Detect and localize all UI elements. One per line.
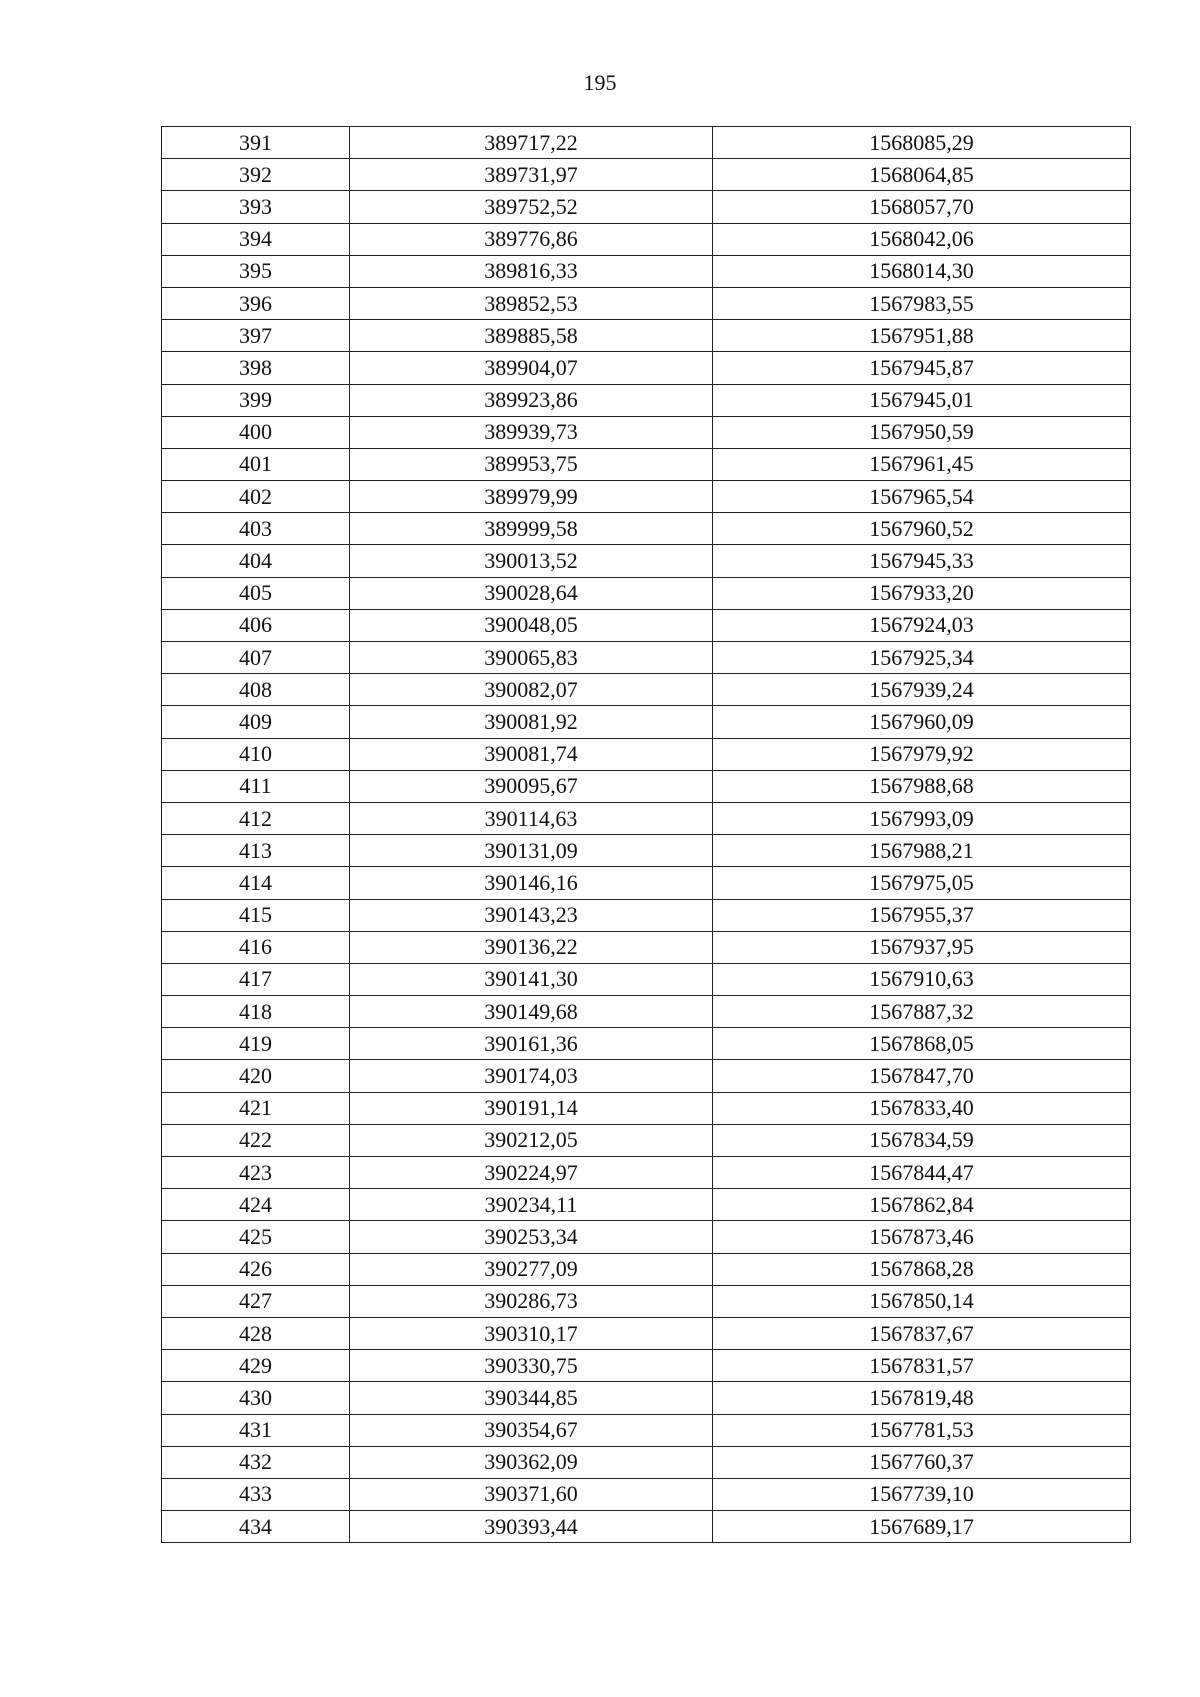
x-coordinate-cell: 389852,53 [350,287,713,319]
x-coordinate-cell: 390344,85 [350,1382,713,1414]
y-coordinate-cell: 1567955,37 [713,899,1131,931]
point-number-cell: 412 [162,802,350,834]
table-row [162,1157,1131,1189]
point-number-cell: 423 [162,1157,350,1189]
y-coordinate-cell: 1567781,53 [713,1414,1131,1446]
point-number-cell: 428 [162,1317,350,1349]
x-coordinate-cell: 390253,34 [350,1221,713,1253]
table-row [162,127,1131,159]
table-row [162,1446,1131,1478]
x-coordinate-cell: 390131,09 [350,835,713,867]
table-row [162,159,1131,191]
table-row [162,1285,1131,1317]
point-number-cell: 399 [162,384,350,416]
x-coordinate-cell: 390174,03 [350,1060,713,1092]
table-row [162,513,1131,545]
x-coordinate-cell: 390081,74 [350,738,713,770]
y-coordinate-cell: 1567819,48 [713,1382,1131,1414]
point-number-cell: 425 [162,1221,350,1253]
x-coordinate-cell: 389939,73 [350,416,713,448]
point-number-cell: 394 [162,223,350,255]
point-number-cell: 411 [162,770,350,802]
point-number-cell: 421 [162,1092,350,1124]
x-coordinate-cell: 390013,52 [350,545,713,577]
y-coordinate-cell: 1567910,63 [713,963,1131,995]
point-number-cell: 418 [162,996,350,1028]
x-coordinate-cell: 389776,86 [350,223,713,255]
coordinates-table [161,126,1131,1543]
point-number-cell: 398 [162,352,350,384]
x-coordinate-cell: 389979,99 [350,481,713,513]
y-coordinate-cell: 1567937,95 [713,931,1131,963]
y-coordinate-cell: 1567868,28 [713,1253,1131,1285]
point-number-cell: 407 [162,642,350,674]
x-coordinate-cell: 389731,97 [350,159,713,191]
x-coordinate-cell: 390141,30 [350,963,713,995]
y-coordinate-cell: 1568057,70 [713,191,1131,223]
x-coordinate-cell: 390081,92 [350,706,713,738]
x-coordinate-cell: 389717,22 [350,127,713,159]
x-coordinate-cell: 390065,83 [350,642,713,674]
x-coordinate-cell: 390095,67 [350,770,713,802]
y-coordinate-cell: 1567834,59 [713,1124,1131,1156]
table-row [162,1350,1131,1382]
point-number-cell: 426 [162,1253,350,1285]
x-coordinate-cell: 390393,44 [350,1511,713,1543]
table-row [162,1060,1131,1092]
y-coordinate-cell: 1567925,34 [713,642,1131,674]
x-coordinate-cell: 389816,33 [350,255,713,287]
y-coordinate-cell: 1567979,92 [713,738,1131,770]
point-number-cell: 403 [162,513,350,545]
point-number-cell: 406 [162,609,350,641]
point-number-cell: 400 [162,416,350,448]
y-coordinate-cell: 1567945,33 [713,545,1131,577]
x-coordinate-cell: 390143,23 [350,899,713,931]
point-number-cell: 420 [162,1060,350,1092]
x-coordinate-cell: 390082,07 [350,674,713,706]
point-number-cell: 393 [162,191,350,223]
point-number-cell: 410 [162,738,350,770]
point-number-cell: 414 [162,867,350,899]
point-number-cell: 397 [162,320,350,352]
table-row [162,287,1131,319]
point-number-cell: 433 [162,1478,350,1510]
y-coordinate-cell: 1567993,09 [713,802,1131,834]
table-row [162,642,1131,674]
x-coordinate-cell: 390362,09 [350,1446,713,1478]
point-number-cell: 434 [162,1511,350,1543]
y-coordinate-cell: 1567760,37 [713,1446,1131,1478]
point-number-cell: 432 [162,1446,350,1478]
table-row [162,577,1131,609]
y-coordinate-cell: 1567951,88 [713,320,1131,352]
point-number-cell: 391 [162,127,350,159]
y-coordinate-cell: 1567945,87 [713,352,1131,384]
table-row [162,191,1131,223]
y-coordinate-cell: 1567873,46 [713,1221,1131,1253]
x-coordinate-cell: 390136,22 [350,931,713,963]
table-row [162,963,1131,995]
y-coordinate-cell: 1567988,21 [713,835,1131,867]
x-coordinate-cell: 389953,75 [350,448,713,480]
table-row [162,867,1131,899]
table-row [162,899,1131,931]
x-coordinate-cell: 389752,52 [350,191,713,223]
point-number-cell: 402 [162,481,350,513]
point-number-cell: 409 [162,706,350,738]
y-coordinate-cell: 1567924,03 [713,609,1131,641]
x-coordinate-cell: 390161,36 [350,1028,713,1060]
y-coordinate-cell: 1567945,01 [713,384,1131,416]
x-coordinate-cell: 390028,64 [350,577,713,609]
y-coordinate-cell: 1567689,17 [713,1511,1131,1543]
y-coordinate-cell: 1568042,06 [713,223,1131,255]
table-row [162,448,1131,480]
y-coordinate-cell: 1567933,20 [713,577,1131,609]
x-coordinate-cell: 390234,11 [350,1189,713,1221]
x-coordinate-cell: 390286,73 [350,1285,713,1317]
y-coordinate-cell: 1567862,84 [713,1189,1131,1221]
point-number-cell: 401 [162,448,350,480]
table-row [162,1124,1131,1156]
table-row [162,770,1131,802]
x-coordinate-cell: 390191,14 [350,1092,713,1124]
y-coordinate-cell: 1567868,05 [713,1028,1131,1060]
y-coordinate-cell: 1568085,29 [713,127,1131,159]
page-number: 195 [583,70,617,95]
point-number-cell: 422 [162,1124,350,1156]
x-coordinate-cell: 390146,16 [350,867,713,899]
x-coordinate-cell: 390224,97 [350,1157,713,1189]
table-row [162,1478,1131,1510]
point-number-cell: 404 [162,545,350,577]
table-row [162,996,1131,1028]
x-coordinate-cell: 390048,05 [350,609,713,641]
y-coordinate-cell: 1567847,70 [713,1060,1131,1092]
table-row [162,384,1131,416]
point-number-cell: 430 [162,1382,350,1414]
y-coordinate-cell: 1567983,55 [713,287,1131,319]
point-number-cell: 396 [162,287,350,319]
y-coordinate-cell: 1567837,67 [713,1317,1131,1349]
table-row [162,674,1131,706]
y-coordinate-cell: 1567960,09 [713,706,1131,738]
y-coordinate-cell: 1567961,45 [713,448,1131,480]
table-row [162,1189,1131,1221]
coordinates-table-body [162,127,1131,1543]
table-row [162,802,1131,834]
y-coordinate-cell: 1568064,85 [713,159,1131,191]
table-row [162,352,1131,384]
point-number-cell: 427 [162,1285,350,1317]
x-coordinate-cell: 390277,09 [350,1253,713,1285]
y-coordinate-cell: 1567833,40 [713,1092,1131,1124]
x-coordinate-cell: 390212,05 [350,1124,713,1156]
x-coordinate-cell: 389923,86 [350,384,713,416]
table-row [162,223,1131,255]
table-row [162,255,1131,287]
y-coordinate-cell: 1568014,30 [713,255,1131,287]
y-coordinate-cell: 1567988,68 [713,770,1131,802]
table-row [162,320,1131,352]
point-number-cell: 415 [162,899,350,931]
table-row [162,738,1131,770]
table-row [162,1221,1131,1253]
table-row [162,1317,1131,1349]
y-coordinate-cell: 1567850,14 [713,1285,1131,1317]
table-row [162,416,1131,448]
y-coordinate-cell: 1567975,05 [713,867,1131,899]
y-coordinate-cell: 1567960,52 [713,513,1131,545]
point-number-cell: 405 [162,577,350,609]
x-coordinate-cell: 389885,58 [350,320,713,352]
x-coordinate-cell: 390149,68 [350,996,713,1028]
x-coordinate-cell: 390114,63 [350,802,713,834]
x-coordinate-cell: 390371,60 [350,1478,713,1510]
table-row [162,1382,1131,1414]
x-coordinate-cell: 389999,58 [350,513,713,545]
point-number-cell: 392 [162,159,350,191]
table-row [162,481,1131,513]
table-row [162,1028,1131,1060]
table-row [162,931,1131,963]
table-row [162,609,1131,641]
table-row [162,1092,1131,1124]
table-row [162,545,1131,577]
x-coordinate-cell: 390330,75 [350,1350,713,1382]
y-coordinate-cell: 1567831,57 [713,1350,1131,1382]
point-number-cell: 417 [162,963,350,995]
point-number-cell: 413 [162,835,350,867]
y-coordinate-cell: 1567887,32 [713,996,1131,1028]
y-coordinate-cell: 1567939,24 [713,674,1131,706]
y-coordinate-cell: 1567844,47 [713,1157,1131,1189]
y-coordinate-cell: 1567965,54 [713,481,1131,513]
point-number-cell: 419 [162,1028,350,1060]
x-coordinate-cell: 390354,67 [350,1414,713,1446]
table-row [162,835,1131,867]
point-number-cell: 416 [162,931,350,963]
table-row [162,1414,1131,1446]
point-number-cell: 395 [162,255,350,287]
table-row [162,706,1131,738]
point-number-cell: 408 [162,674,350,706]
x-coordinate-cell: 390310,17 [350,1317,713,1349]
point-number-cell: 431 [162,1414,350,1446]
point-number-cell: 424 [162,1189,350,1221]
x-coordinate-cell: 389904,07 [350,352,713,384]
y-coordinate-cell: 1567739,10 [713,1478,1131,1510]
point-number-cell: 429 [162,1350,350,1382]
table-row [162,1253,1131,1285]
y-coordinate-cell: 1567950,59 [713,416,1131,448]
table-row [162,1511,1131,1543]
